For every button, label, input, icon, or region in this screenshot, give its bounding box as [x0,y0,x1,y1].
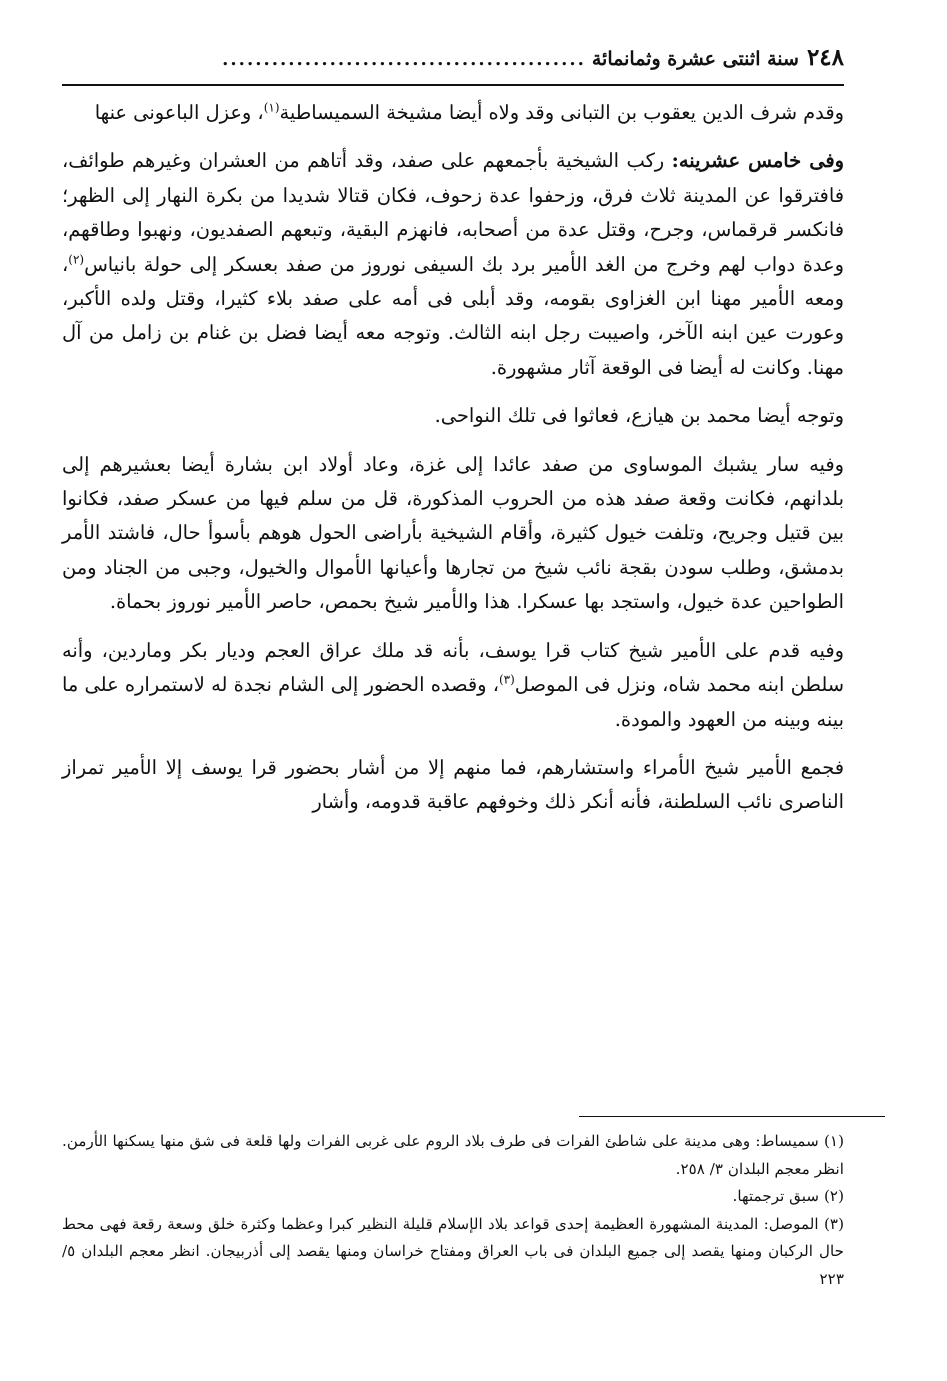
paragraph-text: وفيه سار يشبك الموساوى من صفد عائدا إلى غزة، وعاد أولاد ابن بشارة أيضا بعشيرهم إلى بلدانهم، فكانت وقعة صفد هذه من الحروب المذكورة، قل من سلم فيها من عسكر صفد، فكانوا بين قتيل وجريح، وتلفت خيول كثيرة، وأقام الشيخية بأراضى الحول هوهم بأسوأ حال، فاشتد الأمر بدمشق، وطلب سودن بقجة نائب شيخ من تجارها وأعيانها الأموال والخيول، وجبى من الجناد ومن الطواحين عدة خيول، واستجد بها عسكرا. هذا والأمير شيخ بحمص، حاصر الأمير نوروز بحماة. [62,452,844,614]
paragraph-text: ، وعزل الباعونى عنها [94,101,264,124]
footnotes [62,1128,844,1293]
footnote [62,1128,844,1183]
running-title: سنة اثنتى عشرة وثمانمائة [591,48,799,70]
footnote-separator [579,1116,885,1117]
paragraph [62,144,844,385]
footnote-reference[interactable]: (٢) [68,252,85,267]
dotted-leader: ............................................ [222,49,586,70]
footnote-text: سميساط: وهى مدينة على شاطئ الفرات فى طرف بلاد الروم على غربى الفرات ولها قلعة فى شق منها يسكنها الأرمن. انظر معجم البلدان ٣/ ٢٥٨. [62,1132,844,1178]
running-header [62,44,844,86]
page-number: ٢٤٨ [806,44,844,71]
paragraph-text: ، وقصده الحضور إلى الشام نجدة له لاستمراره على ما بينه وبينه من العهود والمودة. [62,673,844,731]
paragraph [62,399,844,433]
footnote-number: (٣) [823,1214,845,1233]
footnote-number: (١) [823,1132,845,1150]
paragraph-text: ركب الشيخية بأجمعهم على صفد، وقد أتاهم من العشران وغيرهم طوائف، فافترقوا عن المدينة ثلاث فرق، وزحفوا عدة زحوف، فكان قتالا شديدا من بكرة النهار إلى الظهر؛ فانكسر قرقماس، وجرح، وقتل عدة من أصحابه، فانهزم البقية، وتبعهم الصفديون، ونهبوا وطاقهم، وعدة دواب لهم وخرج من الغد الأمير برد بك السيفى نوروز من صفد بعسكر إلى حولة بانياس [62,149,844,276]
footnote-text: سبق ترجمتها. [732,1187,820,1205]
paragraph [62,448,844,620]
footnote-reference[interactable]: (١) [263,100,280,115]
page [62,44,844,834]
paragraph [62,96,844,130]
paragraph-text: ، ومعه الأمير مهنا ابن الغزاوى بقومه، وقد أبلى فى أمه على صفد بلاء كثيرا، وقتل ولده الأكبر، وعورت عين ابنه الآخر، واصيبت رجل ابنه الثالث. وتوجه معه أيضا فضل بن غنام بن زامل من آل مهنا. وكانت له أيضا فى الوقعة آثار مشهورة. [62,252,844,379]
paragraph-text: وقدم شرف الدين يعقوب بن التبانى وقد ولاه أيضا مشيخة السميساطية [279,101,844,124]
paragraph-text: وفيه قدم على الأمير شيخ كتاب قرا يوسف، بأنه قد ملك عراق العجم وديار بكر وماردين، وأنه سلطن ابنه محمد شاه، ونزل فى الموصل [62,638,844,697]
paragraph-text: فجمع الأمير شيخ الأمراء واستشارهم، فما منهم إلا من أشار بحضور قرا يوسف إلا الأمير تمراز الناصرى نائب السلطنة، فأنه أنكر ذلك وخوفهم عاقبة قدومه، وأشار [62,755,844,814]
footnote [62,1183,844,1211]
paragraph-lead: وفى خامس عشرينه: [671,149,845,173]
paragraph [62,751,844,820]
footnote [62,1211,844,1294]
main-text [62,96,844,820]
footnote-number: (٢) [823,1187,844,1205]
paragraph-text: وتوجه أيضا محمد بن هيازع، فعاثوا فى تلك النواحى. [434,404,844,428]
paragraph [62,634,844,737]
footnote-text: الموصل: المدينة المشهورة العظيمة إحدى قواعد بلاد الإسلام قليلة النظير كبرا وعظما وكثرة خلق وسعة رقعة فهى محط حال الركبان ومنها يقصد إلى جميع البلدان فى باب العراق ومفتاح خراسان ومنها يقصد إلى أذربيجان. انظر معجم البلدان ٥/ ٢٢٣ [62,1214,844,1288]
footnote-reference[interactable]: (٣) [498,672,515,687]
